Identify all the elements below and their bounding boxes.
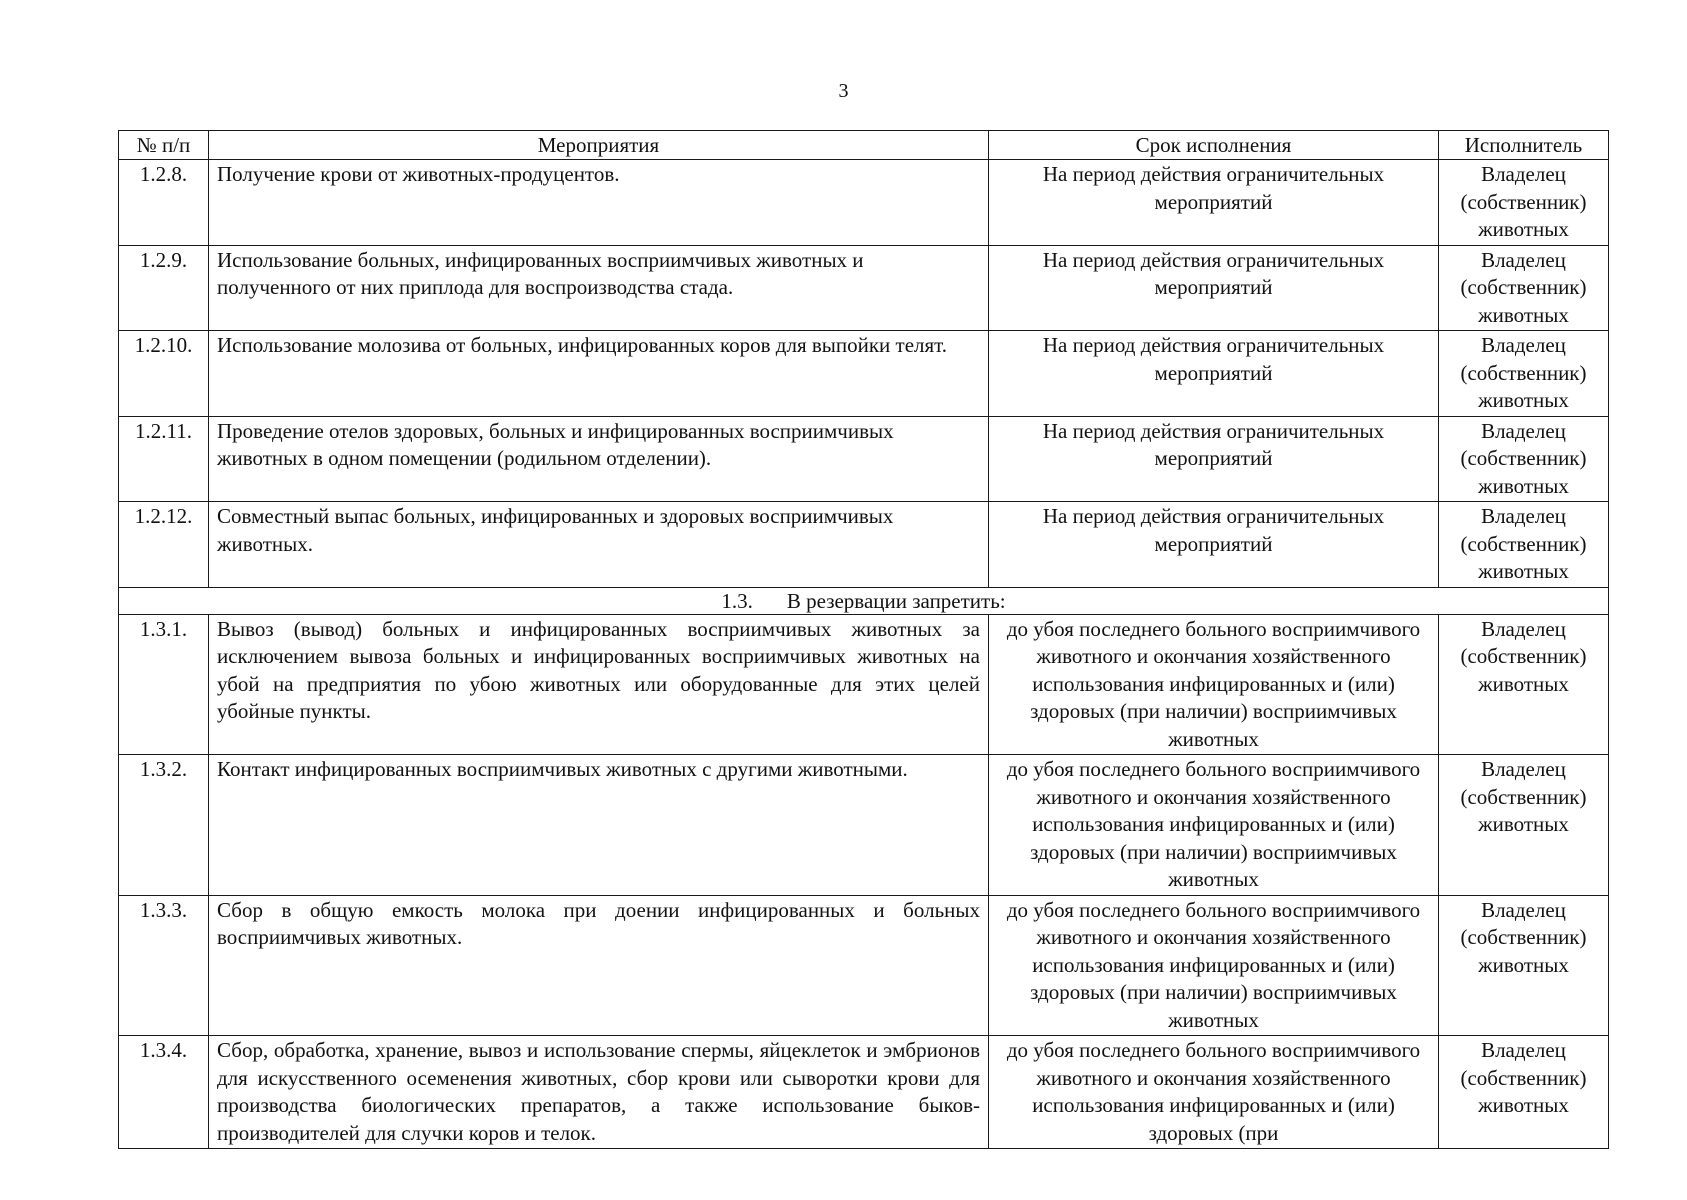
table-row [119, 614, 1609, 755]
table-row [119, 245, 1609, 331]
header-deadline: Срок исполнения [989, 131, 1439, 160]
row-deadline: На период действия ограничительных мероприятий [989, 416, 1439, 502]
row-measure: Контакт инфицированных восприимчивых животных с другими животными. [209, 755, 989, 896]
table-row [119, 160, 1609, 246]
page-number: 3 [838, 80, 849, 102]
row-number: 1.2.8. [119, 160, 209, 246]
row-deadline: до убоя последнего больного восприимчивого животного и окончания хозяйственного использования инфицированных и (или) здоровых (при наличии) восприимчивых животных [989, 614, 1439, 755]
section-heading [119, 587, 1609, 614]
table-header-row [119, 131, 1609, 160]
table-row [119, 416, 1609, 502]
row-executor: Владелец (собственник) животных [1439, 895, 1609, 1036]
row-number: 1.2.9. [119, 245, 209, 331]
row-measure: Использование молозива от больных, инфицированных коров для выпойки телят. [209, 331, 989, 417]
table-row [119, 755, 1609, 896]
row-number: 1.3.2. [119, 755, 209, 896]
table-row [119, 895, 1609, 1036]
row-deadline: На период действия ограничительных мероприятий [989, 245, 1439, 331]
header-measures: Мероприятия [209, 131, 989, 160]
row-executor: Владелец (собственник) животных [1439, 755, 1609, 896]
row-executor: Владелец (собственник) животных [1439, 1036, 1609, 1149]
row-number: 1.2.10. [119, 331, 209, 417]
row-executor: Владелец (собственник) животных [1439, 502, 1609, 588]
row-deadline: На период действия ограничительных мероприятий [989, 331, 1439, 417]
row-deadline: На период действия ограничительных мероприятий [989, 160, 1439, 246]
row-deadline: до убоя последнего больного восприимчивого животного и окончания хозяйственного использования инфицированных и (или) здоровых (при [989, 1036, 1439, 1149]
section-row [119, 587, 1609, 614]
section-number: 1.3. [721, 588, 753, 613]
row-executor: Владелец (собственник) животных [1439, 245, 1609, 331]
row-measure: Сбор в общую емкость молока при доении инфицированных и больных восприимчивых животных. [209, 895, 989, 1036]
measures-table [118, 130, 1609, 1149]
header-executor: Исполнитель [1439, 131, 1609, 160]
header-number: № п/п [119, 131, 209, 160]
row-executor: Владелец (собственник) животных [1439, 160, 1609, 246]
row-number: 1.3.3. [119, 895, 209, 1036]
row-executor: Владелец (собственник) животных [1439, 416, 1609, 502]
row-deadline: до убоя последнего больного восприимчивого животного и окончания хозяйственного использования инфицированных и (или) здоровых (при наличии) восприимчивых животных [989, 755, 1439, 896]
row-executor: Владелец (собственник) животных [1439, 614, 1609, 755]
row-measure: Использование больных, инфицированных восприимчивых животных и полученного от них приплода для воспроизводства стада. [209, 245, 989, 331]
row-measure: Получение крови от животных-продуцентов. [209, 160, 989, 246]
row-measure: Вывоз (вывод) больных и инфицированных восприимчивых животных за исключением вывоза больных и инфицированных восприимчивых животных на убой на предприятия по убою животных или оборудованные для этих целей убойные пункты. [209, 614, 989, 755]
row-deadline: На период действия ограничительных мероприятий [989, 502, 1439, 588]
row-number: 1.2.11. [119, 416, 209, 502]
section-title: В резервации запретить: [786, 588, 1006, 613]
row-number: 1.3.1. [119, 614, 209, 755]
row-executor: Владелец (собственник) животных [1439, 331, 1609, 417]
row-measure: Проведение отелов здоровых, больных и инфицированных восприимчивых животных в одном помещении (родильном отделении). [209, 416, 989, 502]
row-number: 1.3.4. [119, 1036, 209, 1149]
table-row [119, 502, 1609, 588]
row-measure: Совместный выпас больных, инфицированных и здоровых восприимчивых животных. [209, 502, 989, 588]
table-row [119, 1036, 1609, 1149]
row-measure: Сбор, обработка, хранение, вывоз и использование спермы, яйцеклеток и эмбрионов для искусственного осеменения животных, сбор крови или сыворотки крови для производства биологических препаратов, а также использование быков-производителей для случки коров и телок. [209, 1036, 989, 1149]
table-row [119, 331, 1609, 417]
row-deadline: до убоя последнего больного восприимчивого животного и окончания хозяйственного использования инфицированных и (или) здоровых (при наличии) восприимчивых животных [989, 895, 1439, 1036]
row-number: 1.2.12. [119, 502, 209, 588]
